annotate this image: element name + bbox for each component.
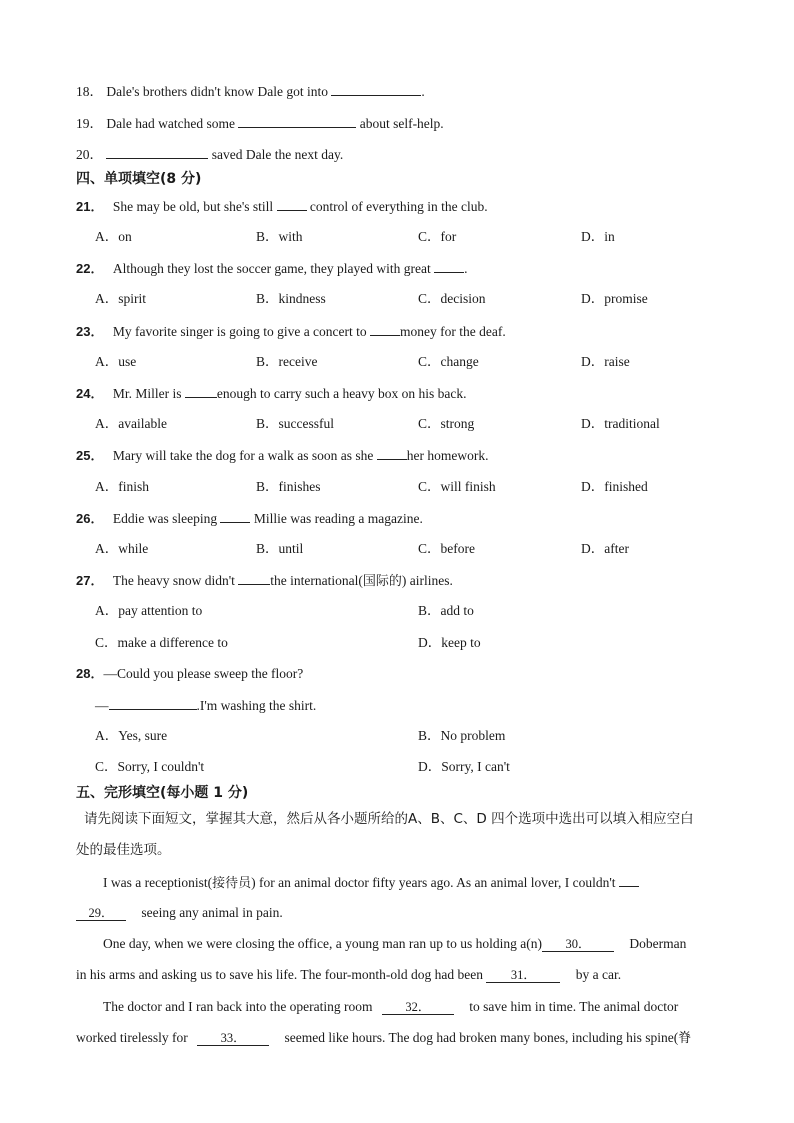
instruction-text-cont: 处的最佳选项。	[76, 842, 171, 858]
option-a[interactable]: A．use	[95, 354, 137, 369]
question-number: 27．	[76, 573, 104, 588]
item-19	[76, 114, 444, 133]
question-text: Although they lost the soccer game, they played with great	[112, 261, 431, 276]
option-d[interactable]: D．Sorry, I can't	[418, 759, 510, 774]
option-b[interactable]: B．add to	[418, 603, 474, 618]
item-text: Dale's brothers didn't know Dale got into	[106, 84, 328, 99]
question-number: 26．	[76, 511, 104, 526]
item-text-after: about self-help.	[359, 116, 444, 131]
option-d[interactable]: D．keep to	[418, 635, 481, 650]
section-5-title: 五、完形填空(每小题 1 分)	[76, 785, 249, 801]
question-number: 25．	[76, 448, 104, 463]
item-text-after: .	[421, 84, 425, 99]
answer-blank[interactable]	[109, 696, 197, 710]
passage-line	[76, 904, 283, 922]
option-d[interactable]: D．traditional	[581, 416, 660, 431]
option-d[interactable]: D．promise	[581, 291, 648, 306]
passage-line	[103, 935, 686, 953]
question-text: My favorite singer is going to give a concert to	[112, 324, 367, 339]
option-c[interactable]: C．Sorry, I couldn't	[95, 759, 205, 774]
question-text: She may be old, but she's still	[112, 199, 274, 214]
item-text: Dale had watched some	[106, 116, 235, 131]
option-c[interactable]: C．will finish	[418, 479, 496, 494]
option-a[interactable]: A．pay attention to	[95, 603, 203, 618]
passage-line	[103, 873, 639, 893]
option-a[interactable]: A．available	[95, 416, 167, 431]
question-text-after: Millie was reading a magazine.	[253, 511, 423, 526]
answer-blank[interactable]	[106, 145, 208, 159]
answer-blank[interactable]	[377, 446, 407, 460]
option-a[interactable]: A．spirit	[95, 291, 147, 306]
option-b[interactable]: B．with	[256, 229, 303, 244]
passage-text: worked tirelessly for	[76, 1030, 188, 1045]
question-text-after: .	[464, 261, 468, 276]
option-c[interactable]: C．before	[418, 541, 475, 556]
chinese-gloss: 接待员	[212, 876, 252, 891]
section-4-title: 四、单项填空(8 分)	[76, 171, 202, 187]
option-b[interactable]: B．until	[256, 541, 304, 556]
option-d[interactable]: D．after	[581, 541, 629, 556]
cloze-blank-30[interactable]: 30．	[542, 937, 614, 952]
cloze-blank-29[interactable]: 29．	[76, 906, 126, 921]
passage-text: seeing any animal in pain.	[141, 905, 283, 920]
question-text: Mr. Miller is	[112, 386, 182, 401]
question-27	[76, 571, 453, 591]
question-text: Eddie was sleeping	[112, 511, 218, 526]
question-text-after: enough to carry such a heavy box on his back.	[216, 386, 467, 401]
passage-text: Doberman	[629, 936, 687, 951]
option-b[interactable]: B．successful	[256, 416, 334, 431]
question-text-after: money for the deaf.	[400, 324, 506, 339]
question-number: 22．	[76, 261, 104, 276]
option-d[interactable]: D．raise	[581, 354, 630, 369]
question-number: 21．	[76, 199, 104, 214]
option-b[interactable]: B．finishes	[256, 479, 321, 494]
question-21	[76, 197, 488, 216]
cloze-blank-33[interactable]: 33．	[197, 1031, 269, 1046]
item-number: 19．	[76, 116, 103, 131]
question-28	[76, 665, 303, 683]
passage-line	[103, 998, 678, 1016]
answer-blank[interactable]	[185, 384, 217, 398]
question-text-after: the international(	[270, 573, 363, 588]
answer-blank[interactable]	[277, 197, 307, 211]
item-18	[76, 82, 425, 101]
option-c[interactable]: C．make a difference to	[95, 635, 228, 650]
passage-text: to save him in time. The animal doctor	[469, 999, 679, 1014]
question-24	[76, 384, 467, 403]
item-number: 20．	[76, 147, 103, 162]
option-c[interactable]: C．strong	[418, 416, 475, 431]
chinese-gloss: 脊	[678, 1031, 692, 1046]
passage-line	[76, 966, 621, 984]
question-text: The heavy snow didn't	[112, 573, 235, 588]
question-text-after: .I'm washing the shirt.	[196, 698, 317, 713]
question-26	[76, 509, 423, 528]
question-28-response	[95, 696, 316, 715]
option-a[interactable]: A．on	[95, 229, 132, 244]
cloze-blank-31[interactable]: 31．	[486, 968, 560, 983]
chinese-gloss: 国际的	[362, 574, 402, 589]
question-text-after: control of everything in the club.	[309, 199, 488, 214]
option-b[interactable]: B．No problem	[418, 728, 506, 743]
dash: —	[95, 698, 109, 713]
question-23	[76, 322, 506, 341]
question-number: 24．	[76, 386, 104, 401]
question-22	[76, 259, 468, 278]
option-c[interactable]: C．change	[418, 354, 479, 369]
cloze-blank-32[interactable]: 32．	[382, 1000, 454, 1015]
passage-text: I was a receptionist(	[103, 875, 213, 890]
question-text: —Could you please sweep the floor?	[103, 666, 304, 681]
answer-blank[interactable]	[238, 571, 270, 585]
passage-text: in his arms and asking us to save his life. The four-month-old dog had been	[76, 967, 484, 982]
option-a[interactable]: A．while	[95, 541, 149, 556]
passage-text: One day, when we were closing the office, a young man ran up to us holding a(n)	[103, 936, 543, 951]
passage-text: by a car.	[575, 967, 622, 982]
answer-blank[interactable]	[331, 82, 421, 96]
passage-text: seemed like hours. The dog had broken many bones, including his spine(	[284, 1030, 679, 1045]
passage-line	[76, 1029, 691, 1048]
answer-blank[interactable]	[370, 322, 400, 336]
answer-blank[interactable]	[619, 873, 639, 887]
item-text-after: saved Dale the next day.	[211, 147, 344, 162]
question-text-end: ) airlines.	[401, 573, 453, 588]
passage-text: The doctor and I ran back into the operating room	[103, 999, 373, 1014]
option-b[interactable]: B．kindness	[256, 291, 326, 306]
option-d[interactable]: D．finished	[581, 479, 648, 494]
answer-blank[interactable]	[434, 259, 464, 273]
answer-blank[interactable]	[238, 114, 356, 128]
item-number: 18．	[76, 84, 103, 99]
question-25	[76, 446, 489, 465]
answer-blank[interactable]	[220, 509, 250, 523]
option-c[interactable]: C．decision	[418, 291, 486, 306]
option-d[interactable]: D．in	[581, 229, 615, 244]
option-a[interactable]: A．finish	[95, 479, 149, 494]
item-20	[76, 145, 343, 164]
question-number: 23．	[76, 324, 104, 339]
question-number: 28．	[76, 666, 104, 681]
option-c[interactable]: C．for	[418, 229, 457, 244]
question-text: Mary will take the dog for a walk as soon as she	[112, 448, 374, 463]
question-text-after: her homework.	[406, 448, 489, 463]
option-a[interactable]: A．Yes, sure	[95, 728, 168, 743]
option-b[interactable]: B．receive	[256, 354, 318, 369]
instruction-text: 请先阅读下面短文，掌握其大意，然后从各小题所给的A、B、C、D 四个选项中选出可以填入相应空白	[84, 811, 694, 827]
passage-text: ) for an animal doctor fifty years ago. As an animal lover, I couldn't	[251, 875, 616, 890]
